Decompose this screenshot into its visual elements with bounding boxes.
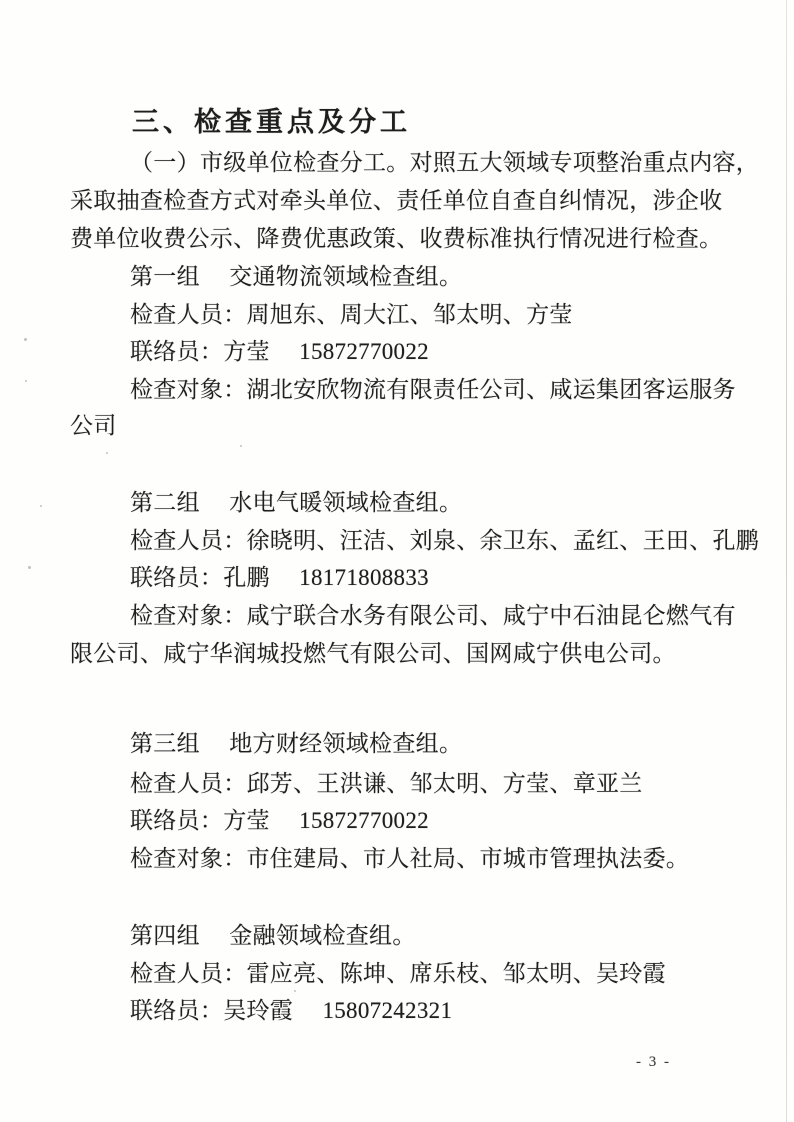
group3-liaison: 联络员：方莹 15872770022 (130, 808, 429, 833)
group1-targets-continuation: 公司 (70, 413, 117, 438)
scan-speck (106, 452, 108, 454)
group1-targets: 检查对象：湖北安欣物流有限责任公司、咸运集团客运服务 (130, 377, 736, 402)
intro-line-1: （一）市级单位检查分工。对照五大领域专项整治重点内容， (130, 150, 760, 175)
group2-inspectors: 检查人员：徐晓明、汪洁、刘泉、余卫东、孟红、王田、孔鹏 (130, 528, 760, 553)
group4-title: 第四组 金融领域检查组。 (130, 923, 416, 948)
group3-targets: 检查对象：市住建局、市人社局、市城市管理执法委。 (130, 846, 690, 871)
section-heading: 三、检查重点及分工 (132, 107, 411, 137)
scan-speck (240, 445, 242, 447)
scan-edge-artifact (786, 0, 787, 1122)
group1-inspectors: 检查人员：周旭东、周大江、邹太明、方莹 (130, 302, 573, 327)
scan-speck (24, 338, 27, 341)
group4-liaison: 联络员：吴玲霞 15807242321 (130, 998, 453, 1023)
group2-targets-continuation: 限公司、咸宁华润城投燃气有限公司、国网咸宁供电公司。 (70, 641, 676, 666)
intro-line-2: 采取抽查检查方式对牵头单位、责任单位自查自纠情况，涉企收 (70, 188, 723, 213)
group1-liaison: 联络员：方莹 15872770022 (130, 339, 429, 364)
group4-inspectors: 检查人员：雷应亮、陈坤、席乐枝、邹太明、吴玲霞 (130, 961, 666, 986)
group3-inspectors: 检查人员：邱芳、王洪谦、邹太明、方莹、章亚兰 (130, 771, 643, 796)
scan-speck (294, 990, 296, 992)
page-number: - 3 - (636, 1054, 671, 1070)
group2-targets: 检查对象：咸宁联合水务有限公司、咸宁中石油昆仑燃气有 (130, 603, 736, 628)
group3-title: 第三组 地方财经领域检查组。 (130, 731, 463, 756)
scan-speck (40, 505, 42, 507)
intro-line-3: 费单位收费公示、降费优惠政策、收费标准执行情况进行检查。 (70, 226, 723, 251)
group1-title: 第一组 交通物流领域检查组。 (130, 264, 463, 289)
group2-title: 第二组 水电气暖领域检查组。 (130, 490, 463, 515)
scan-speck (28, 566, 31, 569)
group2-liaison: 联络员：孔鹏 18171808833 (130, 565, 429, 590)
scan-speck (25, 380, 27, 382)
